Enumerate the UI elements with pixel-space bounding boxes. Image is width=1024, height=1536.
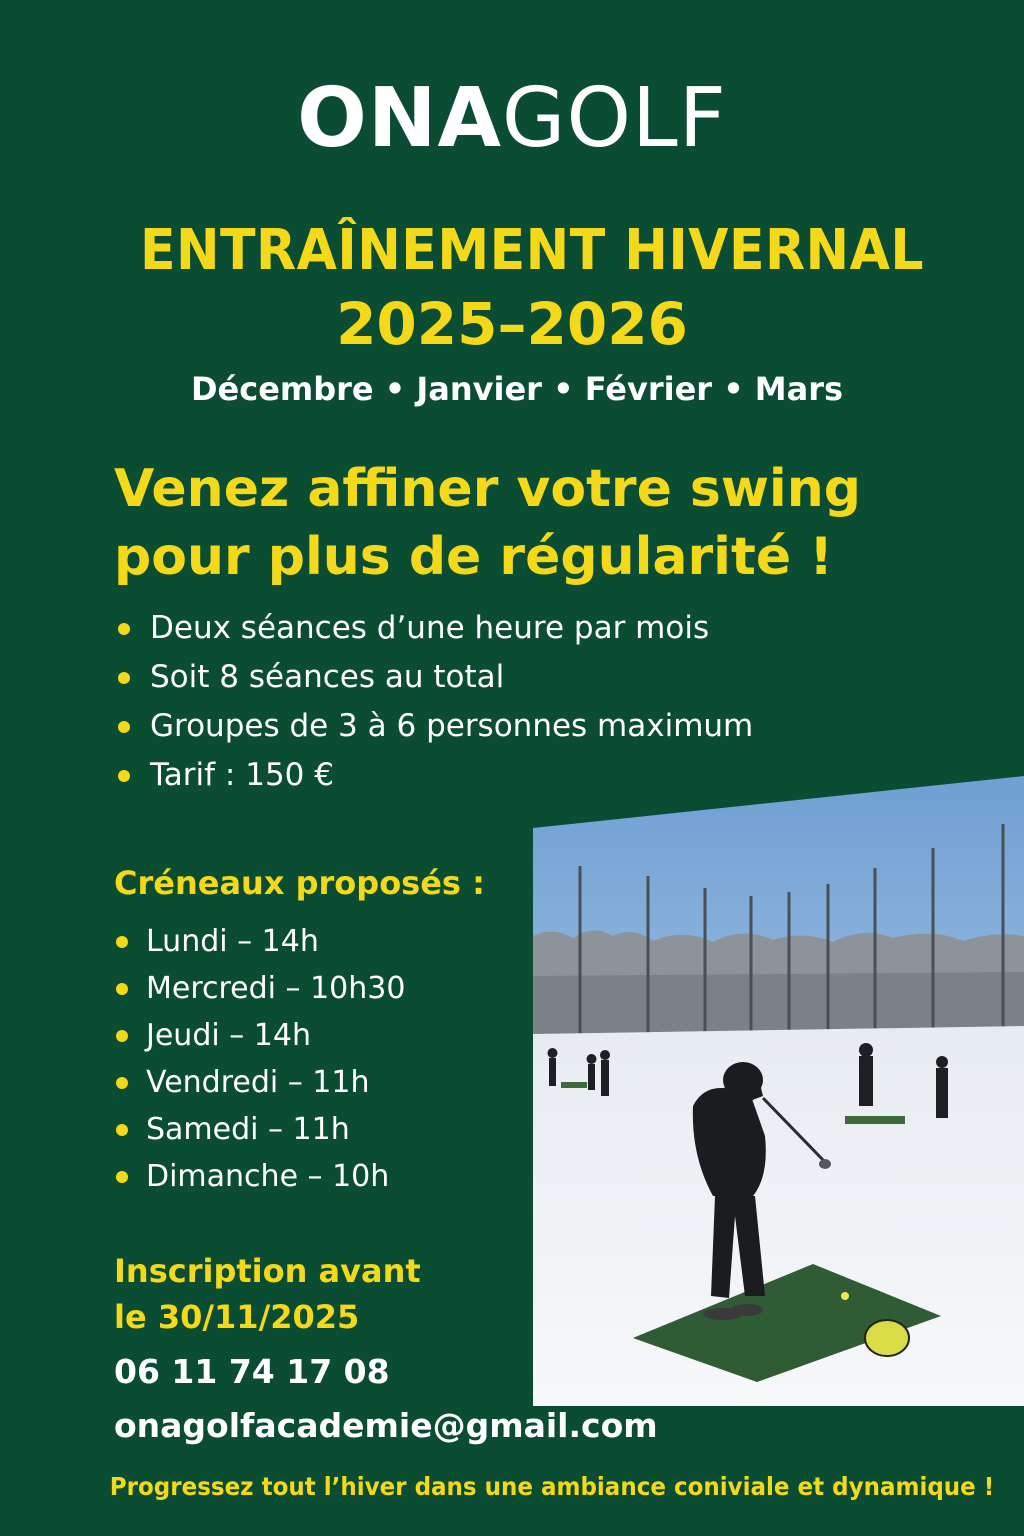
feature-item bbox=[116, 604, 753, 653]
slot-item bbox=[114, 1012, 405, 1059]
feature-text: Soit 8 séances au total bbox=[150, 659, 505, 695]
bullet-icon bbox=[116, 1124, 128, 1136]
bullet-icon bbox=[118, 721, 130, 733]
feature-list bbox=[116, 604, 753, 800]
bullet-icon bbox=[116, 1171, 128, 1183]
slot-item bbox=[114, 918, 405, 965]
slot-text: Dimanche – 10h bbox=[146, 1159, 390, 1194]
footer-tagline: Progressez tout l’hiver dans une ambiance coniviale et dynamique ! bbox=[109, 1472, 995, 1501]
poster-title: ENTRAÎNEMENT HIVERNAL bbox=[139, 218, 925, 283]
bullet-icon bbox=[116, 936, 128, 948]
logo-part-ona: ONA bbox=[297, 71, 502, 166]
feature-text: Tarif : 150 € bbox=[150, 757, 334, 793]
slot-item bbox=[114, 965, 405, 1012]
slots-title: Créneaux proposés : bbox=[114, 864, 485, 902]
slot-text: Vendredi – 11h bbox=[146, 1065, 370, 1100]
headline-line-1: Venez affiner votre swing bbox=[114, 459, 861, 519]
bullet-icon bbox=[118, 623, 130, 635]
email-address[interactable]: onagolfacademie@gmail.com bbox=[114, 1406, 658, 1445]
headline-line-2: pour plus de régularité ! bbox=[114, 527, 833, 587]
registration-line-2: le 30/11/2025 bbox=[114, 1298, 360, 1336]
brand-logo bbox=[0, 71, 1024, 166]
feature-item bbox=[116, 653, 753, 702]
feature-text: Groupes de 3 à 6 personnes maximum bbox=[150, 708, 754, 744]
logo-part-golf: GOLF bbox=[501, 71, 727, 166]
slot-text: Jeudi – 14h bbox=[146, 1018, 311, 1053]
registration-line-1: Inscription avant bbox=[114, 1252, 421, 1290]
bullet-icon bbox=[118, 672, 130, 684]
slot-text: Mercredi – 10h30 bbox=[146, 971, 406, 1006]
bullet-icon bbox=[118, 770, 130, 782]
slot-item bbox=[114, 1106, 405, 1153]
poster-season: 2025–2026 bbox=[336, 290, 688, 358]
golf-range-photo bbox=[533, 776, 1024, 1406]
slot-text: Samedi – 11h bbox=[146, 1112, 350, 1147]
bullet-icon bbox=[116, 1077, 128, 1089]
registration-deadline bbox=[114, 1248, 494, 1340]
slots-list bbox=[114, 918, 405, 1200]
bullet-icon bbox=[116, 983, 128, 995]
phone-number[interactable]: 06 11 74 17 08 bbox=[114, 1352, 390, 1391]
months-line: Décembre • Janvier • Février • Mars bbox=[190, 370, 844, 408]
slot-item bbox=[114, 1059, 405, 1106]
headline bbox=[114, 455, 874, 591]
feature-text: Deux séances d’une heure par mois bbox=[150, 610, 710, 646]
feature-item bbox=[116, 702, 753, 751]
bullet-icon bbox=[116, 1030, 128, 1042]
slot-item bbox=[114, 1153, 405, 1200]
slot-text: Lundi – 14h bbox=[146, 924, 319, 959]
